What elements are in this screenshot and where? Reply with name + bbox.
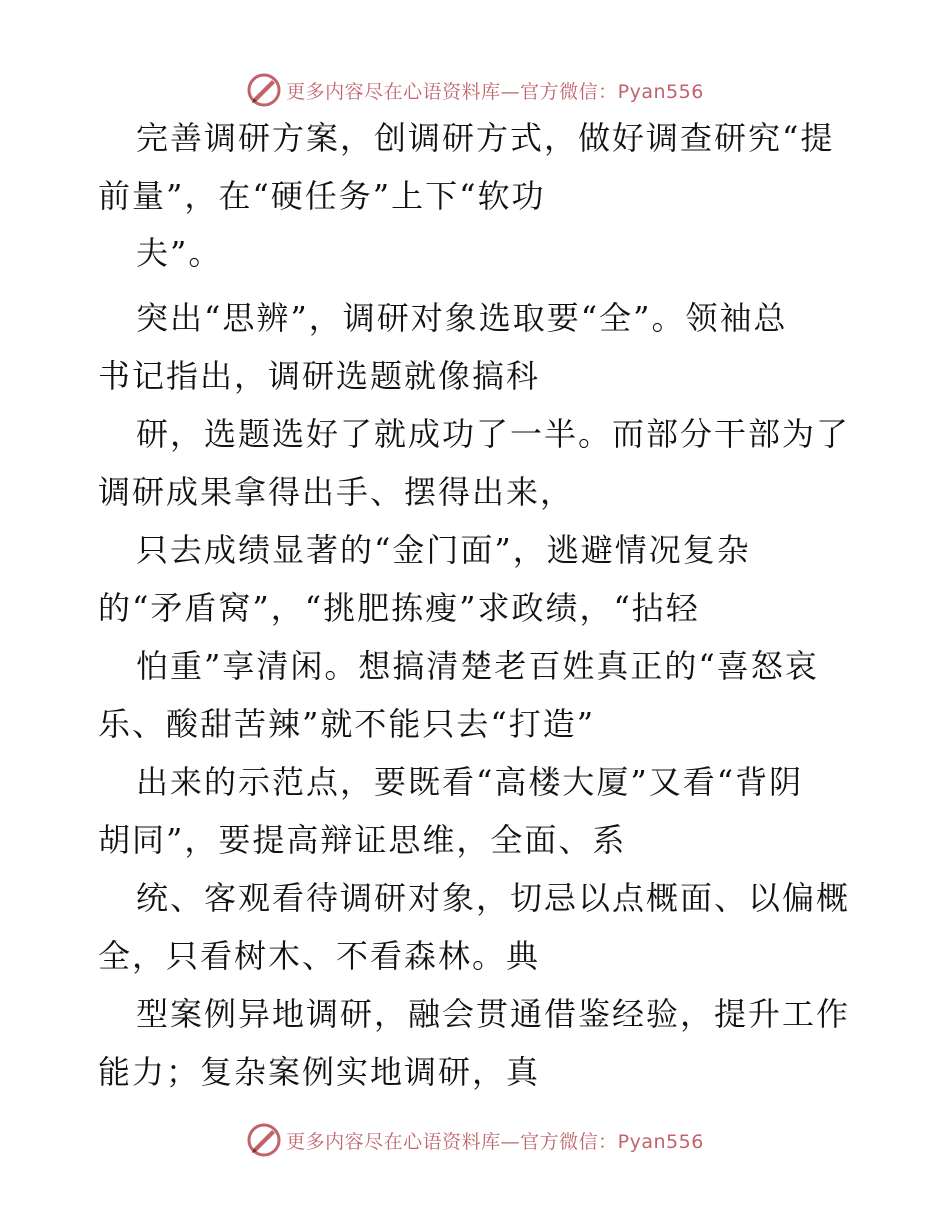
body-line: 胡同”，要提高辩证思维，全面、系 (98, 821, 627, 859)
body-line: 全，只看树木、不看森林。典 (98, 937, 541, 975)
body-line: 出来的示范点，要既看“高楼大厦”又看“背阴 (136, 763, 804, 801)
pen-logo-icon (246, 1122, 282, 1158)
body-line: 突出“思辨”，调研对象选取要“全”。领袖总 (136, 299, 788, 337)
body-line: 完善调研方案，创调研方式，做好调查研究“提 (136, 119, 835, 157)
watermark-text: 更多内容尽在心语资料库—官方微信：Pyan556 (286, 1130, 704, 1153)
body-line: 怕重”享清闲。想搞清楚老百姓真正的“喜怒哀 (136, 647, 819, 685)
body-line: 的“矛盾窝”，“挑肥拣瘦”求政绩，“拈轻 (98, 589, 700, 627)
body-line: 统、客观看待调研对象，切忌以点概面、以偏概 (136, 879, 851, 917)
body-line: 型案例异地调研，融会贯通借鉴经验，提升工作 (136, 995, 851, 1033)
body-line: 乐、酸甜苦辣”就不能只去“打造” (98, 705, 596, 743)
watermark-id: Pyan556 (617, 1130, 704, 1153)
watermark-text: 更多内容尽在心语资料库—官方微信：Pyan556 (286, 80, 704, 103)
header-watermark (0, 70, 950, 110)
footer-watermark (0, 1120, 950, 1160)
pen-logo-icon (246, 72, 282, 108)
body-line: 夫”。 (136, 234, 223, 272)
body-line: 只去成绩显著的“金门面”，逃避情况复杂 (136, 531, 751, 569)
body-line: 前量”，在“硬任务”上下“软功 (98, 177, 546, 215)
body-line: 调研成果拿得出手、摆得出来， (98, 473, 575, 511)
body-line: 书记指出，调研选题就像搞科 (98, 357, 541, 395)
body-line: 研，选题选好了就成功了一半。而部分干部为了 (136, 415, 851, 453)
body-line: 能力；复杂案例实地调研，真 (98, 1053, 541, 1091)
watermark-id: Pyan556 (617, 80, 704, 103)
